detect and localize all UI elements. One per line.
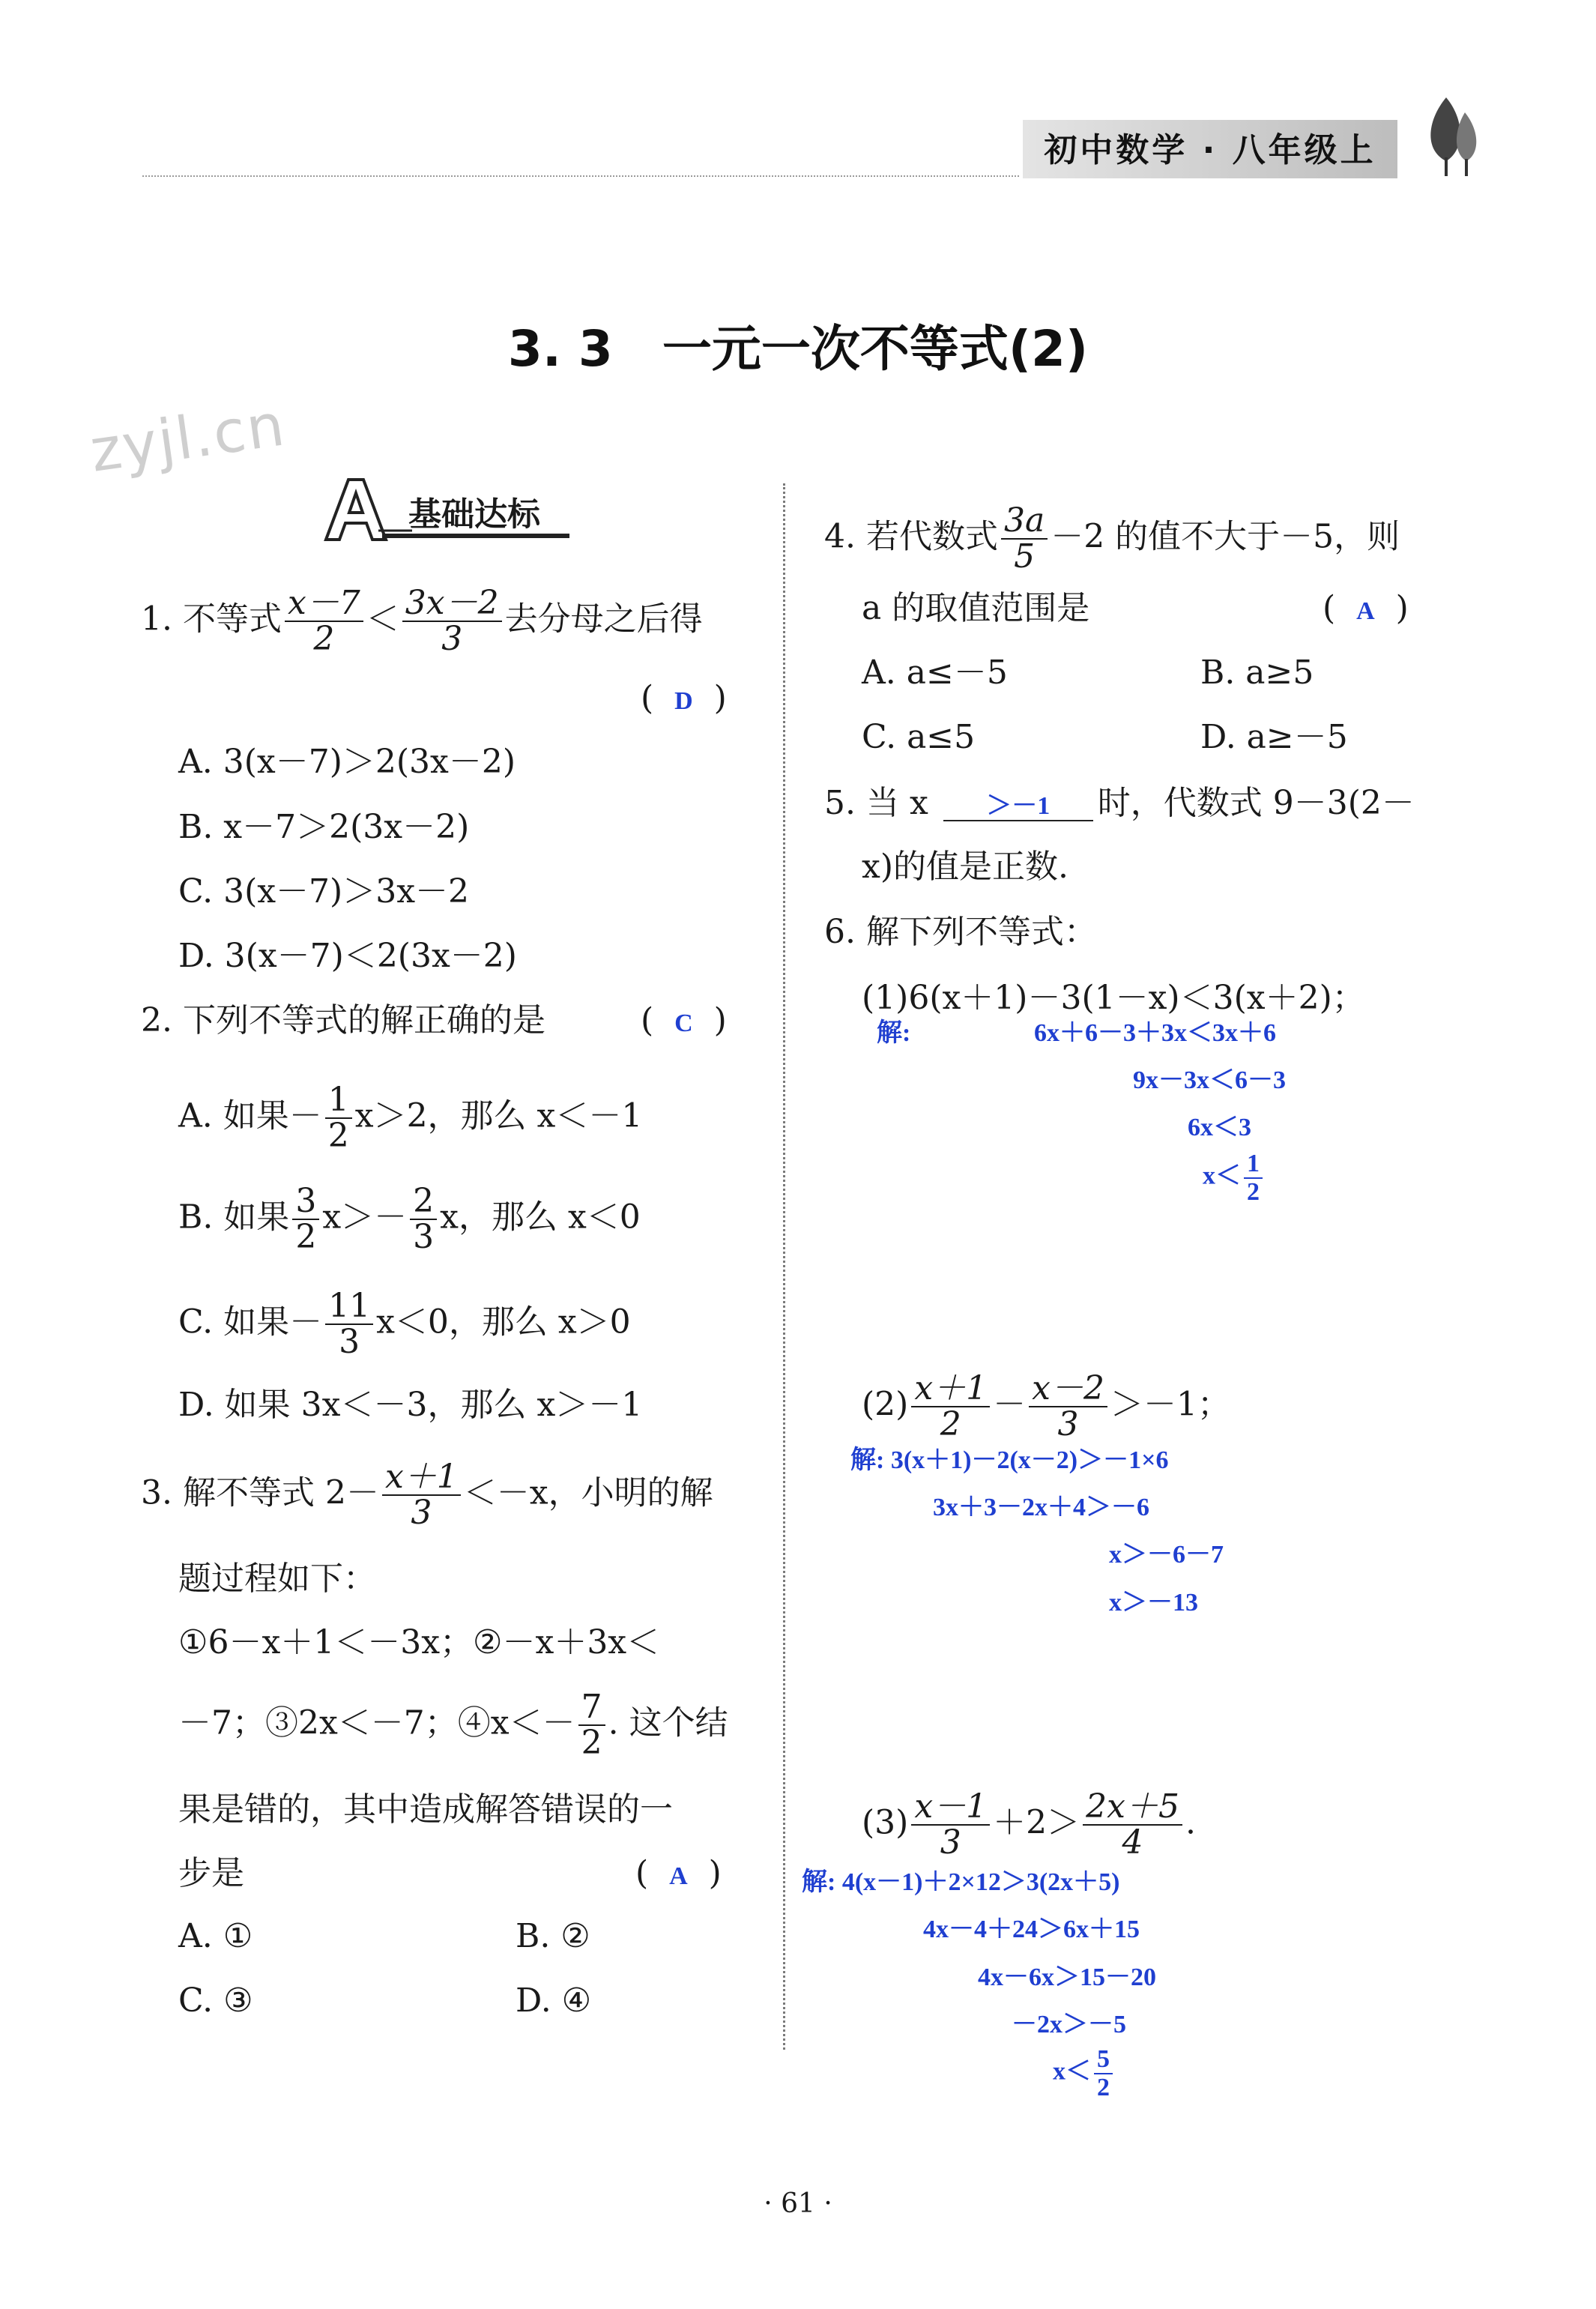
q4-answer-bracket: ( A ): [1323, 589, 1409, 627]
section-label: 基础达标: [408, 495, 540, 534]
q1-option-b: B. x－7＞2(3x－2): [178, 808, 470, 846]
q6-part-3-step-4: －2x＞－5: [1012, 2011, 1126, 2038]
q3-option-d: D. ④: [516, 1981, 592, 2020]
q4-option-c: C. a≤5: [862, 718, 976, 756]
q2-answer-bracket: ( C ): [641, 1001, 727, 1039]
q5-line-2: x)的值是正数.: [862, 848, 1068, 886]
q6-part-1-step-1: 6x＋6－3＋3x＜3x＋6: [1034, 1019, 1276, 1047]
q6-part-2-step-4: x＞－13: [1109, 1589, 1198, 1617]
running-title: 初中数学 · 八年级上: [1044, 131, 1376, 169]
q3-line-3: ①6－x＋1＜－3x；②－x＋3x＜: [178, 1623, 660, 1661]
q3-line-4: －7；③2x＜－7；④x＜－ $\frac{7}{2}$ . 这个结: [178, 1688, 728, 1763]
q4-answer: A: [1356, 597, 1375, 625]
q6-part-3-problem: (3) $\frac{x-1}{3}$ ＋2＞ $\frac{2x+5}{4}$ .: [862, 1787, 1196, 1862]
section-underline: [382, 534, 569, 538]
q6-part-3-step-1: 解: 4(x－1)＋2×12＞3(2x＋5): [802, 1868, 1120, 1896]
q1-option-d: D. 3(x－7)＜2(3x－2): [178, 937, 517, 975]
question-6-stem: 6. 解下列不等式：: [824, 913, 1097, 951]
q2-option-b: B. 如果 $\frac{3}{2}$ x＞－ $\frac{2}{3}$ x，那么 x＜0: [178, 1182, 641, 1257]
q3-option-b: B. ②: [516, 1917, 590, 1955]
q3-option-a: A. ①: [178, 1917, 253, 1955]
q3-line-2: 题过程如下：: [178, 1560, 376, 1598]
q6-part-3-step-3: 4x－6x＞15－20: [978, 1964, 1156, 1991]
q6-part-1-final: x＜ $\frac{1}{2}$: [1203, 1150, 1266, 1205]
column-divider: [783, 483, 785, 2050]
q6-part-3-step-2: 4x－4＋24＞6x＋15: [923, 1916, 1140, 1943]
q5-answer-blank: [943, 787, 1093, 821]
q6-part-2-problem: (2) $\frac{x+1}{2}$ － $\frac{x-2}{3}$ ＞－1；: [862, 1369, 1230, 1444]
q2-option-d: D. 如果 3x＜－3，那么 x＞－1: [178, 1386, 643, 1424]
q2-option-a: A. 如果－ $\frac{1}{2}$ x＞2，那么 x＜－1: [178, 1081, 643, 1156]
q1-option-c: C. 3(x－7)＞3x－2: [178, 872, 470, 911]
q3-answer: A: [669, 1862, 688, 1890]
question-5-stem: 5. 当 x ＞－1 时，代数式 9－3(2－: [824, 784, 1415, 822]
question-1-stem: 1. 不等式 $\frac{x-7}{2}$ ＜ $\frac{3x-2}{3}$ 去分母之后得: [141, 584, 703, 659]
watermark: zyjl.cn: [86, 391, 290, 486]
q4-option-d: D. a≥－5: [1200, 718, 1348, 756]
q6-part-2-step-1: 解: 3(x＋1)－2(x－2)＞－1×6: [850, 1446, 1169, 1474]
q3-option-c: C. ③: [178, 1981, 253, 2020]
q6-part-1-jie: 解:: [877, 1019, 911, 1047]
q6-part-2-step-2: 3x＋3－2x＋4＞－6: [933, 1494, 1149, 1521]
q2-answer: C: [674, 1009, 693, 1037]
q6-part-3-final: x＜ $\frac{5}{2}$: [1053, 2046, 1116, 2101]
q1-answer-bracket: ( D ): [641, 679, 727, 717]
q3-line-5: 果是错的，其中造成解答错误的一: [178, 1790, 673, 1829]
q3-answer-bracket: ( A ): [635, 1854, 722, 1892]
page-title: 3. 3 一元一次不等式(2): [507, 320, 1089, 378]
q5-answer: ＞－1: [986, 792, 1051, 820]
q4-option-a: A. a≤－5: [862, 654, 1008, 692]
q1-fraction-1: $\frac{x-7}{2}$: [285, 586, 363, 657]
q4-line-2: a 的取值范围是: [862, 589, 1090, 627]
q1-option-a: A. 3(x－7)＞2(3x－2): [178, 743, 516, 781]
q6-part-2-step-3: x＞－6－7: [1109, 1541, 1224, 1569]
question-3-stem: 3. 解不等式 2－ $\frac{x+1}{3}$ ＜－x，小明的解: [141, 1458, 713, 1533]
q2-option-c: C. 如果－ $\frac{11}{3}$ x＜0，那么 x＞0: [178, 1287, 631, 1362]
question-2-stem: 2. 下列不等式的解正确的是: [141, 1001, 545, 1039]
q4-option-b: B. a≥5: [1200, 654, 1314, 692]
q6-part-1-step-2: 9x－3x＜6－3: [1133, 1066, 1286, 1094]
tree-logo-icon: [1420, 90, 1487, 180]
q1-fraction-2: $\frac{3x-2}{3}$: [402, 586, 502, 657]
q6-part-1-step-3: 6x＜3: [1188, 1114, 1251, 1141]
q3-line-6: 步是: [178, 1854, 244, 1892]
q1-answer: D: [674, 687, 693, 715]
header-rule-left: [142, 175, 1019, 177]
question-4-stem: 4. 若代数式 $\frac{3a}{5}$ －2 的值不大于－5，则: [824, 501, 1400, 576]
page-number: · 61 ·: [764, 2188, 832, 2219]
q6-part-1-problem: (1)6(x＋1)－3(1－x)＜3(x＋2)；: [862, 979, 1365, 1017]
